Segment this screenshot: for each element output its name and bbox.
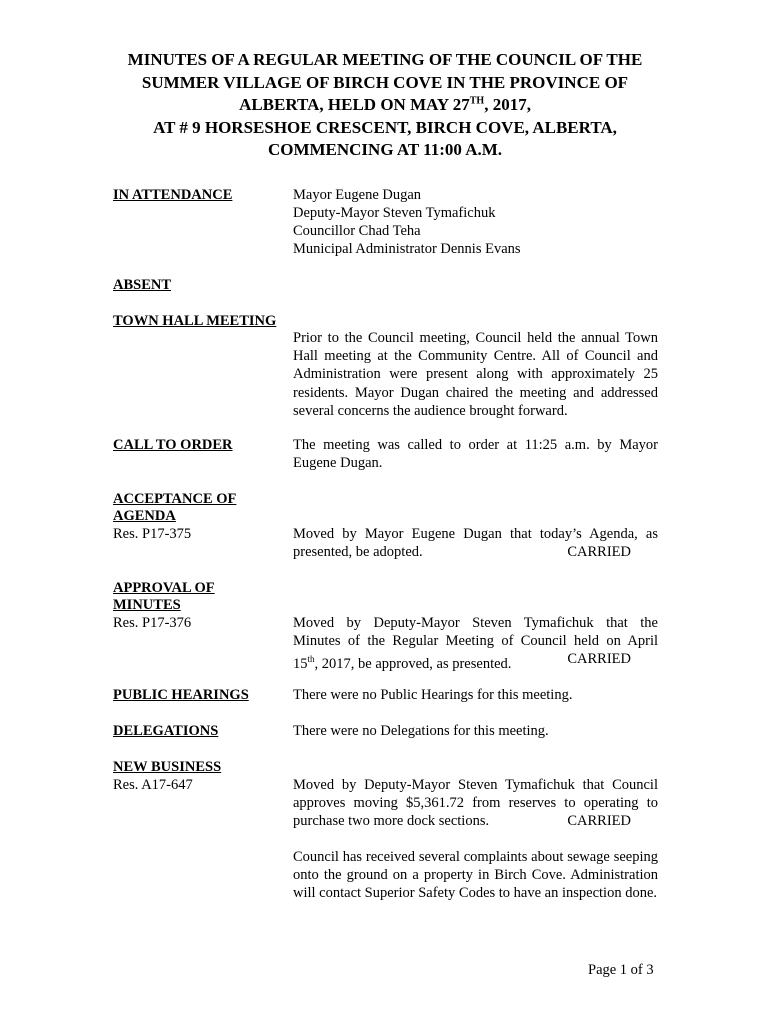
new-business-resolution-number: Res. A17-647 (113, 777, 193, 793)
agenda-motion-line-2 (293, 543, 631, 561)
title-line-3-sup: TH (469, 95, 485, 107)
minutes-date-day: 15 (293, 655, 308, 672)
minutes-date-rest: , 2017, be approved, as presented. (314, 655, 512, 672)
agenda-label-line-2: AGENDA (113, 508, 176, 524)
minutes-motion-text (293, 650, 511, 673)
new-business-motion-line-3 (293, 812, 631, 830)
attendee: Deputy-Mayor Steven Tymafichuk (293, 205, 496, 221)
new-business-motion-line-1: Moved by Deputy-Mayor Steven Tymafichuk that Council (293, 777, 658, 793)
page-number: Page 1 of 3 (588, 962, 654, 978)
attendee: Municipal Administrator Dennis Evans (293, 241, 521, 257)
absent-label: ABSENT (113, 277, 172, 293)
public-hearings-text (293, 686, 572, 704)
minutes-date-sup: th (307, 654, 315, 664)
agenda-label-line-1: ACCEPTANCE OF (113, 491, 237, 507)
public-hearings-label: PUBLIC HEARINGS (113, 687, 249, 703)
minutes-motion (293, 614, 658, 673)
agenda-motion (293, 525, 658, 561)
town-hall-label: TOWN HALL MEETING (113, 313, 277, 329)
title-line-2: SUMMER VILLAGE OF BIRCH COVE IN THE PROVINCE OF (141, 72, 629, 92)
new-business-motion-text: purchase two more dock sections. (293, 813, 490, 829)
attendee: Councillor Chad Teha (293, 223, 421, 239)
new-business-note: Council has received several complaints about sewage seeping onto the ground on a property in Birch Cove. Administration will contact Superior Safety Codes to have an inspection done. (293, 849, 658, 902)
new-business-motion-line-2: approves moving $5,361.72 from reserves to operating to (293, 795, 658, 811)
minutes-motion-line-2: Minutes of the Regular Meeting of Council held on April (293, 633, 658, 649)
call-to-order-label: CALL TO ORDER (113, 437, 233, 453)
delegations-text (293, 722, 549, 740)
title-line-3-end: , 2017, (484, 95, 531, 114)
delegations-line: There were no Delegations for this meeting. (293, 723, 549, 739)
attendance-list (293, 186, 521, 258)
agenda-motion-text: presented, be adopted. (293, 544, 423, 560)
minutes-label-line-1: APPROVAL OF (113, 580, 215, 596)
minutes-motion-line-1: Moved by Deputy-Mayor Steven Tymafichuk that the (293, 615, 658, 631)
minutes-motion-line-3 (293, 650, 631, 673)
title-line-4: AT # 9 HORSESHOE CRESCENT, BIRCH COVE, ALBERTA, (153, 117, 617, 137)
agenda-carried-status: CARRIED (567, 544, 631, 560)
agenda-motion-line-1: Moved by Mayor Eugene Dugan that today’s Agenda, as (293, 526, 658, 542)
title-line-3-text: ALBERTA, HELD ON MAY 27 (239, 95, 470, 114)
agenda-resolution-number: Res. P17-375 (113, 526, 192, 542)
new-business-carried-status: CARRIED (567, 813, 631, 829)
title-line-5: COMMENCING AT 11:00 A.M. (267, 140, 503, 159)
minutes-carried-status: CARRIED (567, 651, 631, 667)
minutes-resolution-number: Res. P17-376 (113, 615, 192, 631)
new-business-label: NEW BUSINESS (113, 759, 222, 775)
minutes-label-line-2: MINUTES (113, 597, 181, 613)
title-line-3 (100, 94, 670, 117)
document-title (100, 49, 670, 162)
new-business-motion (293, 776, 658, 830)
delegations-label: DELEGATIONS (113, 723, 219, 739)
attendance-label: IN ATTENDANCE (113, 187, 233, 203)
public-hearings-line: There were no Public Hearings for this meeting. (293, 687, 573, 703)
title-line-1: MINUTES OF A REGULAR MEETING OF THE COUNCIL OF THE (127, 50, 643, 69)
town-hall-text: Prior to the Council meeting, Council held the annual Town Hall meeting at the Community Centre. All of Council and Administration were present along with approximately 25 residents. Mayor Dugan chaired the meeting and addressed several concerns the audience brought forward. (293, 330, 658, 419)
attendee: Mayor Eugene Dugan (293, 187, 422, 203)
call-to-order-text: The meeting was called to order at 11:25 a.m. by Mayor Eugene Dugan. (293, 437, 658, 472)
